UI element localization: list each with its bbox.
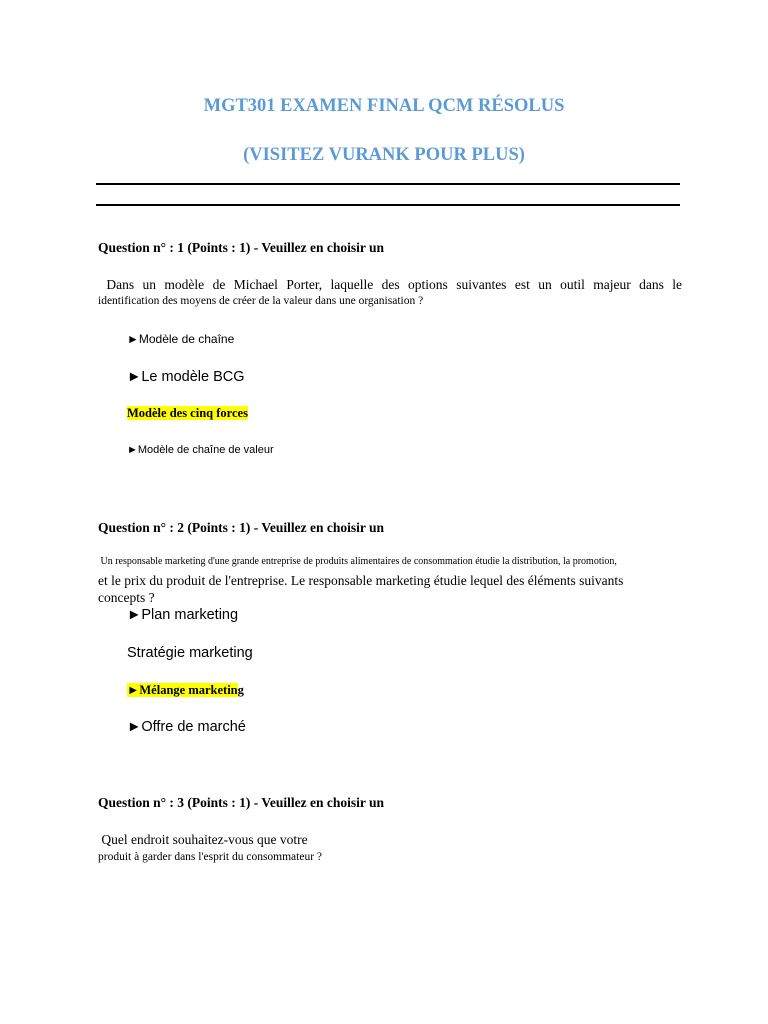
answer-highlight: Modèle des cinq forces	[127, 406, 248, 420]
answer-highlight: ►Mélange marketin	[127, 683, 238, 697]
question-3-heading: Question n° : 3 (Points : 1) - Veuillez en choisir un	[98, 795, 385, 810]
question-2-text-line-2: et le prix du produit de l'entreprise. Le responsable marketing étudie lequel des éléments suivants	[98, 573, 624, 588]
question-2-text-line-3: concepts ?	[98, 590, 155, 605]
question-1-heading: Question n° : 1 (Points : 1) - Veuillez en choisir un	[98, 240, 385, 255]
question-3-text-line-2: produit à garder dans l'esprit du consommateur ?	[98, 851, 323, 863]
question-1-option-1[interactable]: ►Modèle de chaîne	[127, 332, 235, 346]
document-subtitle: (VISITEZ VURANK POUR PLUS)	[243, 145, 525, 165]
question-2-option-2[interactable]: Stratégie marketing	[127, 645, 253, 661]
question-2-text-line-1: Un responsable marketing d'une grande entreprise de produits alimentaires de consommation étudie la distribution, la promotion,	[100, 556, 617, 567]
question-2-option-1[interactable]: ►Plan marketing	[127, 607, 239, 623]
question-2-heading: Question n° : 2 (Points : 1) - Veuillez en choisir un	[98, 520, 385, 535]
question-1-text-line-1: Dans un modèle de Michael Porter, laquelle des options suivantes est un outil majeur dans le	[106, 277, 683, 292]
question-1-option-2[interactable]: ►Le modèle BCG	[127, 369, 245, 385]
divider-bottom	[96, 204, 680, 206]
question-2-option-4[interactable]: ►Offre de marché	[127, 719, 246, 735]
question-1-option-4[interactable]: ►Modèle de chaîne de valeur	[127, 444, 274, 456]
question-1-text-line-2: identification des moyens de créer de la valeur dans une organisation ?	[98, 295, 424, 307]
question-3-text-line-1: Quel endroit souhaitez-vous que votre	[101, 832, 308, 847]
question-2-option-3-correct[interactable]: ►Mélange marketing	[127, 683, 244, 697]
question-1-option-3-correct[interactable]	[127, 406, 248, 421]
divider-top	[96, 183, 680, 185]
document-title: MGT301 EXAMEN FINAL QCM RÉSOLUS	[203, 96, 565, 116]
